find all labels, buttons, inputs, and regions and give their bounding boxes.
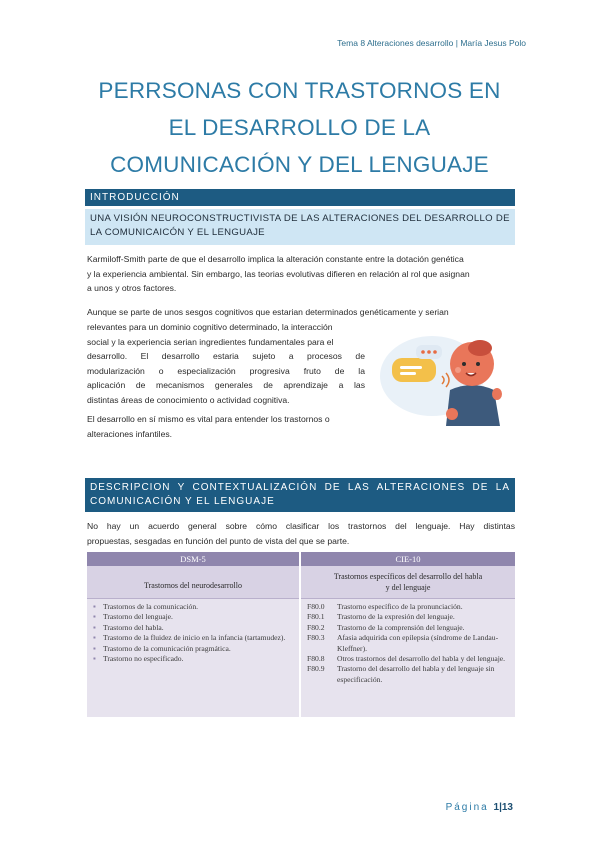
classification-table — [87, 552, 515, 717]
list-item: ▪ Trastorno de la fluidez de inicio en la infancia (tartamudez). — [93, 633, 293, 643]
cie-text: Afasia adquirida con epilepsia (síndrome de Landau-Kleffner). — [337, 633, 499, 653]
list-item — [307, 633, 507, 654]
list-item — [307, 612, 507, 622]
cie10-list — [307, 602, 507, 685]
text-line: a unos y otros factores. — [87, 283, 177, 293]
table-subheader-cie10 — [301, 566, 515, 598]
page-separator: | — [499, 802, 502, 813]
paragraph-acuerdo — [87, 519, 515, 548]
text-line: relevantes para un dominio cognitivo determinado, la interacción — [87, 322, 333, 332]
text-line: alteraciones infantiles. — [87, 428, 173, 439]
paragraph-sesgos — [87, 320, 365, 407]
text-line: Karmiloff-Smith parte de que el desarrollo implica la alteración constante entre la dotación genética — [87, 254, 464, 264]
cie-text: Otros trastornos del desarrollo del habla y del lenguaje. — [337, 654, 506, 664]
subheader-line: y del lenguaje — [385, 583, 431, 592]
table-subheader-dsm5: Trastornos del neurodesarrollo — [87, 566, 299, 598]
paragraph-sesgos-first-line: Aunque se parte de unos sesgos cognitivos que estarian determinados genéticamente y serian — [87, 307, 449, 317]
title-line: PERRSONAS CON TRASTORNOS EN — [98, 78, 501, 103]
cie-text: Trastorno del desarrollo del habla y del lenguaje sin especificación. — [337, 664, 495, 684]
subsection-heading-line: LA COMUNICAICÓN Y EL LENGUAJE — [90, 227, 265, 238]
cie-code: F80.2 — [307, 622, 325, 632]
list-item — [307, 623, 507, 633]
cie-code: F80.0 — [307, 602, 325, 611]
list-item — [307, 602, 507, 612]
text-line: propuestas, sesgadas en función del punto de vista del que se parte. — [87, 535, 350, 546]
list-item: ▪ Trastorno del lenguaje. — [93, 612, 293, 622]
text-line: distintas áreas de conocimiento o actividad cognitiva. — [87, 394, 290, 405]
running-header: Tema 8 Alteraciones desarrollo | María Jesus Polo — [337, 38, 526, 48]
cie-code: F80.3 — [307, 633, 325, 643]
section-heading-introduccion: INTRODUCCIÓN — [85, 189, 515, 206]
list-item: ▪ Trastornos de la comunicación. — [93, 602, 293, 612]
section-heading-line: DESCRIPCION Y CONTEXTUALIZACIÓN DE LAS ALTERACIONES DE LA — [90, 482, 510, 493]
cie-code: F80.1 — [307, 612, 325, 622]
subsection-heading-line: UNA VISIÓN NEUROCONSTRUCTIVISTA DE LAS ALTERACIONES DEL DESARROLLO DE — [90, 213, 510, 224]
list-item: ▪ Trastorno del habla. — [93, 623, 293, 633]
text-line: aplicación de mecanismos generales de aprendizaje a las — [87, 380, 365, 390]
document-title — [60, 72, 539, 183]
text-line: desarrollo. El desarrollo estaria sujeto a procesos de — [87, 351, 365, 361]
text-line: y la experiencia ambiental. Sin embargo, las teorias evolutivas difieren en relación al rol que asignan — [87, 268, 470, 279]
text-line: No hay un acuerdo general sobre cómo clasificar los trastornos del lenguaje. Hay distintas — [87, 521, 515, 531]
cie-code: F80.9 — [307, 664, 325, 674]
page-footer — [446, 802, 513, 813]
list-item: ▪ Trastorno de la comunicación pragmática. — [93, 644, 293, 654]
dsm5-list — [93, 602, 293, 664]
page-number: 1 — [493, 802, 500, 813]
paragraph-desarrollo — [87, 412, 387, 441]
text-line: social y la experiencia serian ingredientes fundamentales para el — [87, 336, 334, 347]
total-pages: 13 — [501, 802, 513, 813]
table-rule — [87, 598, 515, 599]
text-line: modularización o especialización progresiva fruto de la — [87, 365, 365, 376]
cie-text: Trastorno de la expresión del lenguaje. — [337, 612, 455, 622]
list-item: ▪ Trastorno no especificado. — [93, 654, 293, 664]
list-item — [307, 664, 507, 685]
title-line: COMUNICACIÓN Y DEL LENGUAJE — [110, 152, 489, 177]
cie-text: Trastorno específico de la pronunciación. — [337, 602, 463, 611]
paragraph-karmiloff — [87, 252, 515, 296]
section-heading-line: COMUNICACIÓN Y EL LENGUAJE — [90, 496, 275, 507]
cie-code: F80.8 — [307, 654, 325, 664]
title-line: EL DESARROLLO DE LA — [168, 115, 431, 140]
table-header-dsm5: DSM-5 — [180, 554, 206, 564]
cie-text: Trastorno de la comprensión del lenguaje. — [337, 622, 465, 632]
subheader-line: Trastornos específicos del desarrollo del habla — [333, 572, 483, 581]
list-item — [307, 654, 507, 664]
table-column-separator — [299, 552, 301, 717]
child-speech-illustration — [372, 318, 512, 426]
table-header-cie10: CIE-10 — [395, 554, 421, 564]
subsection-heading — [85, 209, 515, 245]
section-heading-descripcion — [85, 478, 515, 512]
page-label: Página — [445, 802, 489, 813]
text-line: El desarrollo en sí mismo es vital para entender los trastornos o — [87, 414, 330, 424]
